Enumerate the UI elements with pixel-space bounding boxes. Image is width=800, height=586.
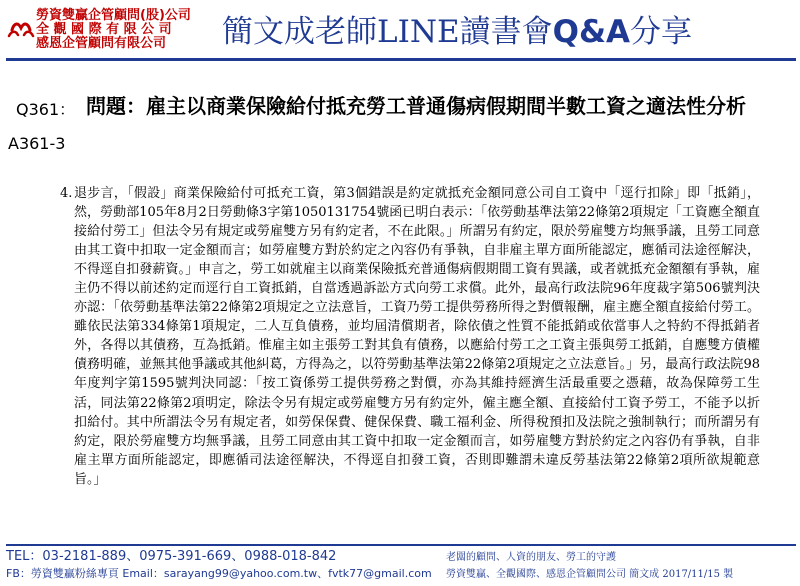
answer-text: 退步言，「假設」商業保險給付可抵充工資，第3個錯誤是約定就抵充金額同意公司自工資中「逕行扣除」即「抵銷」，然，勞動部105年8月2日勞動條3字第1050131754號函已明白表示：「依勞動基準法第22條第2項規定「工資應全額直接給付勞工」但法令另有規定或勞雇雙方另有約定者，不在此限。」所謂另有約定，限於勞雇雙方均無爭議，且勞工同意由其工資中扣取一定金額而言；如勞雇雙方對於約定之內容仍有爭執，自非雇主單方面所能認定，應循司法途徑解決，不得逕自扣發薪資。」申言之，勞工如就雇主以商業保險抵充普通傷病假期間工資有異議，或者就抵充金額額有爭執，雇主仍不得以前述約定而逕行自工資抵銷，自當透過訴訟方式向勞工求償。此外，最高行政法院96年度裁字第506號判決亦認：「依勞動基準法第22條第2項規定之立法意旨，工資乃勞工提供勞務所得之對價報酬，雇主應全額直接給付勞工。雖依民法第334條第1項規定，二人互負債務，並均屆清償期者，除依債之性質不能抵銷或依當事人之特約不得抵銷者外，各得以其債務，互為抵銷。惟雇主如主張勞工對其負有債務，以應給付勞工之工資主張與勞工抵銷，自應雙方債權債務明確，並無其他爭議或其他糾葛，方得為之，以符勞動基準法第22條第2項規定之立法意旨。」另，最高行政法院98年度判字第1595號判決同認：「按工資係勞工提供勞務之對價，亦為其維持經濟生活最重要之憑藉，故為保障勞工生活，同法第22條第2項明定，除法令另有規定或勞雇雙方另有約定外，僱主應全額、直接給付工資予勞工，不能予以折扣給付。其中所謂法令另有規定者，如勞保保費、健保保費、職工福利金、所得稅預扣及法院之強制執行；而所謂另有約定，限於勞雇雙方均無爭議，且勞工同意由其工資中扣取一定金額而言，如勞雇雙方對於約定之內容仍有爭執，自非雇主單方面所能認定，即應循司法途徑解決，不得逕自扣發工資，否則即難謂未違反勞基法第22條第2項所欲規範意旨。」 bbox=[74, 186, 760, 487]
title-tail: 分享 bbox=[629, 14, 692, 50]
company-names bbox=[36, 9, 191, 51]
question-text: 問題：雇主以商業保險給付抵充勞工普通傷病假期間半數工資之適法性分析 bbox=[86, 94, 746, 118]
item-number: 4. bbox=[60, 186, 73, 201]
footer-slogan: 老闆的顧問、人資的朋友、勞工的守護 bbox=[446, 552, 616, 563]
answer-number: A361-3 bbox=[8, 134, 66, 153]
footer-divider bbox=[6, 544, 796, 546]
page-header bbox=[0, 0, 800, 64]
footer-author: 勞資雙贏、全觀國際、感恩企管顧問公司 簡文成 2017/11/15 製 bbox=[446, 569, 734, 580]
company-line: 勞資雙贏企管顧問(股)公司 bbox=[36, 8, 191, 23]
company-line: 全 觀 國 際 有 限 公 司 bbox=[36, 22, 172, 37]
header-divider bbox=[6, 58, 796, 61]
footer-tel: TEL：03-2181-889、0975-391-669、0988-018-842 bbox=[6, 549, 337, 564]
title-qa: Q&A bbox=[552, 14, 630, 50]
footer-contact bbox=[6, 548, 432, 582]
page-title bbox=[222, 12, 692, 52]
footer-fb-email: FB：勞資雙贏粉絲專頁 Email：sarayang99@yahoo.com.tw、fvtk77@gmail.com bbox=[6, 567, 432, 580]
title-main: 簡文成老師LINE讀書會 bbox=[222, 14, 553, 50]
footer-signature bbox=[446, 549, 733, 583]
hands-logo-icon bbox=[6, 12, 36, 42]
company-line: 感恩企管顧問有限公司 bbox=[36, 36, 167, 51]
question-number: Q361： bbox=[16, 100, 76, 119]
